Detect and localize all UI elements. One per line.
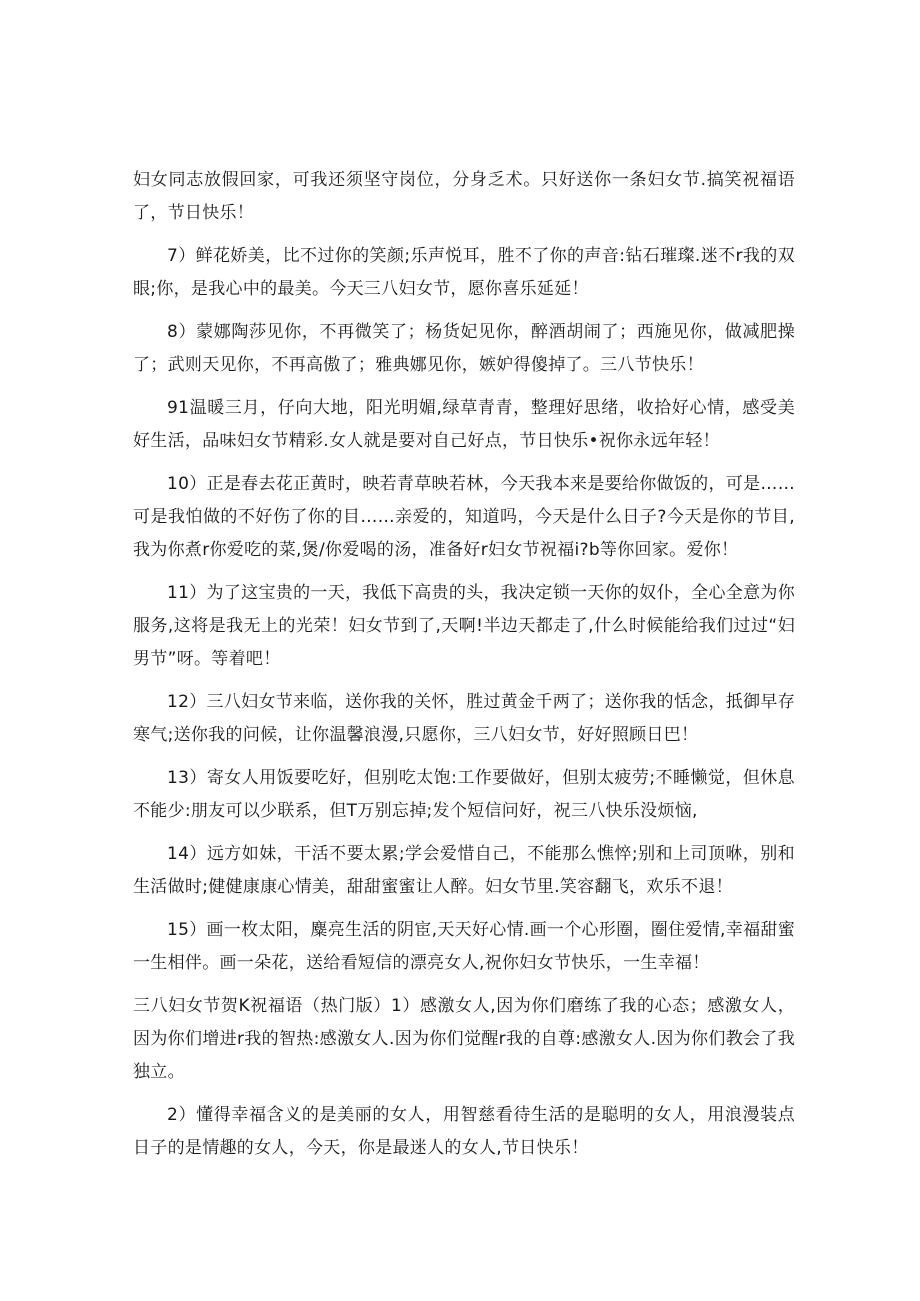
paragraph-blessing-13: 13）寄女人用饭要吃好，但别吃太饱:工作要做好，但别太疲劳;不睡懒觉，但休息不能少:朋友可以少联系，但T万别忘掉;发个短信问好，祝三八快乐没烦恼,: [133, 768, 795, 821]
paragraph-blessing-9: 91温暖三月，仔向大地，阳光明媚,绿草青青，整理好思绪，收拾好心情，感受美好生活，品味妇女节精彩.女人就是要对自己好点，节日快乐•祝你永远年轻！: [133, 398, 795, 451]
paragraph-blessing-12: 12）三八妇女节来临，送你我的关怀，胜过黄金千两了；送你我的恬念，抵御早存寒气;送你我的问候，让你温馨浪漫,只愿你，三八妇女节，好好照顾日巴！: [133, 692, 795, 745]
paragraph-section-heading: 三八妇女节贺K祝福语（热门版）1）感激女人,因为你们磨练了我的心态；感激女人，因为你们增进r我的智热:感激女人.因为你们觉醒r我的自尊:感激女人.因为你们教会了我独立。: [133, 996, 795, 1082]
paragraph-blessing-11: 11）为了这宝贵的一天，我低下高贵的头，我决定锁一天你的奴仆，全心全意为你服务,这将是我无上的光荣！妇女节到了,天啊!半边天都走了,什么时候能给我们过过“妇男节”呀。等着吧！: [133, 583, 795, 669]
paragraph-blessing-2: 2）懂得幸福含义的是美丽的女人，用智慈看待生活的是聪明的女人，用浪漫装点日子的是情趣的女人，今天，你是最迷人的女人,节日快乐！: [133, 1105, 795, 1158]
paragraph-blessing-7: 7）鲜花娇美，比不过你的笑颜;乐声悦耳，胜不了你的声音:钻石璀璨.迷不r我的双眼;你，是我心中的最美。今天三八妇女节，愿你喜乐延延！: [133, 246, 795, 299]
document-body: [133, 164, 795, 1175]
paragraph-blessing-10: 10）正是春去花正黄时，映若青草映若林，今天我本来是要给你做饭的，可是……可是我怕做的不好伤了你的目……亲爱的，知道吗，今天是什么日子?今天是你的节目,我为你煮r你爱吃的菜,煲/你爱喝的汤，准备好r妇女节祝福i?b等你回家。爱你！: [133, 474, 795, 560]
paragraph-blessing-8: 8）蒙娜陶莎见你，不再微笑了；杨货妃见你，醉酒胡闹了；西施见你，做减肥操了；武则天见你，不再高傲了；雅典娜见你，嫉妒得傻掉了。三八节快乐！: [133, 322, 795, 375]
paragraph-continuation: 妇女同志放假回家，可我还须坚守岗位，分身乏术。只好送你一条妇女节.搞笑祝福语了，节日快乐！: [133, 170, 795, 223]
paragraph-blessing-14: 14）远方如妹，干活不要太累;学会爱惜自己，不能那么憔悴;别和上司顶咻，别和生活做时;健健康康心情美，甜甜蜜蜜让人醉。妇女节里.笑容翻飞，欢乐不退！: [133, 844, 795, 897]
paragraph-blessing-15: 15）画一枚太阳，麋亮生活的阴宦,天天好心情.画一个心形圈，圈住爱情,幸福甜蜜一生相伴。画一朵花，送给看短信的漂亮女人,祝你妇女节快乐，一生幸福！: [133, 920, 795, 973]
